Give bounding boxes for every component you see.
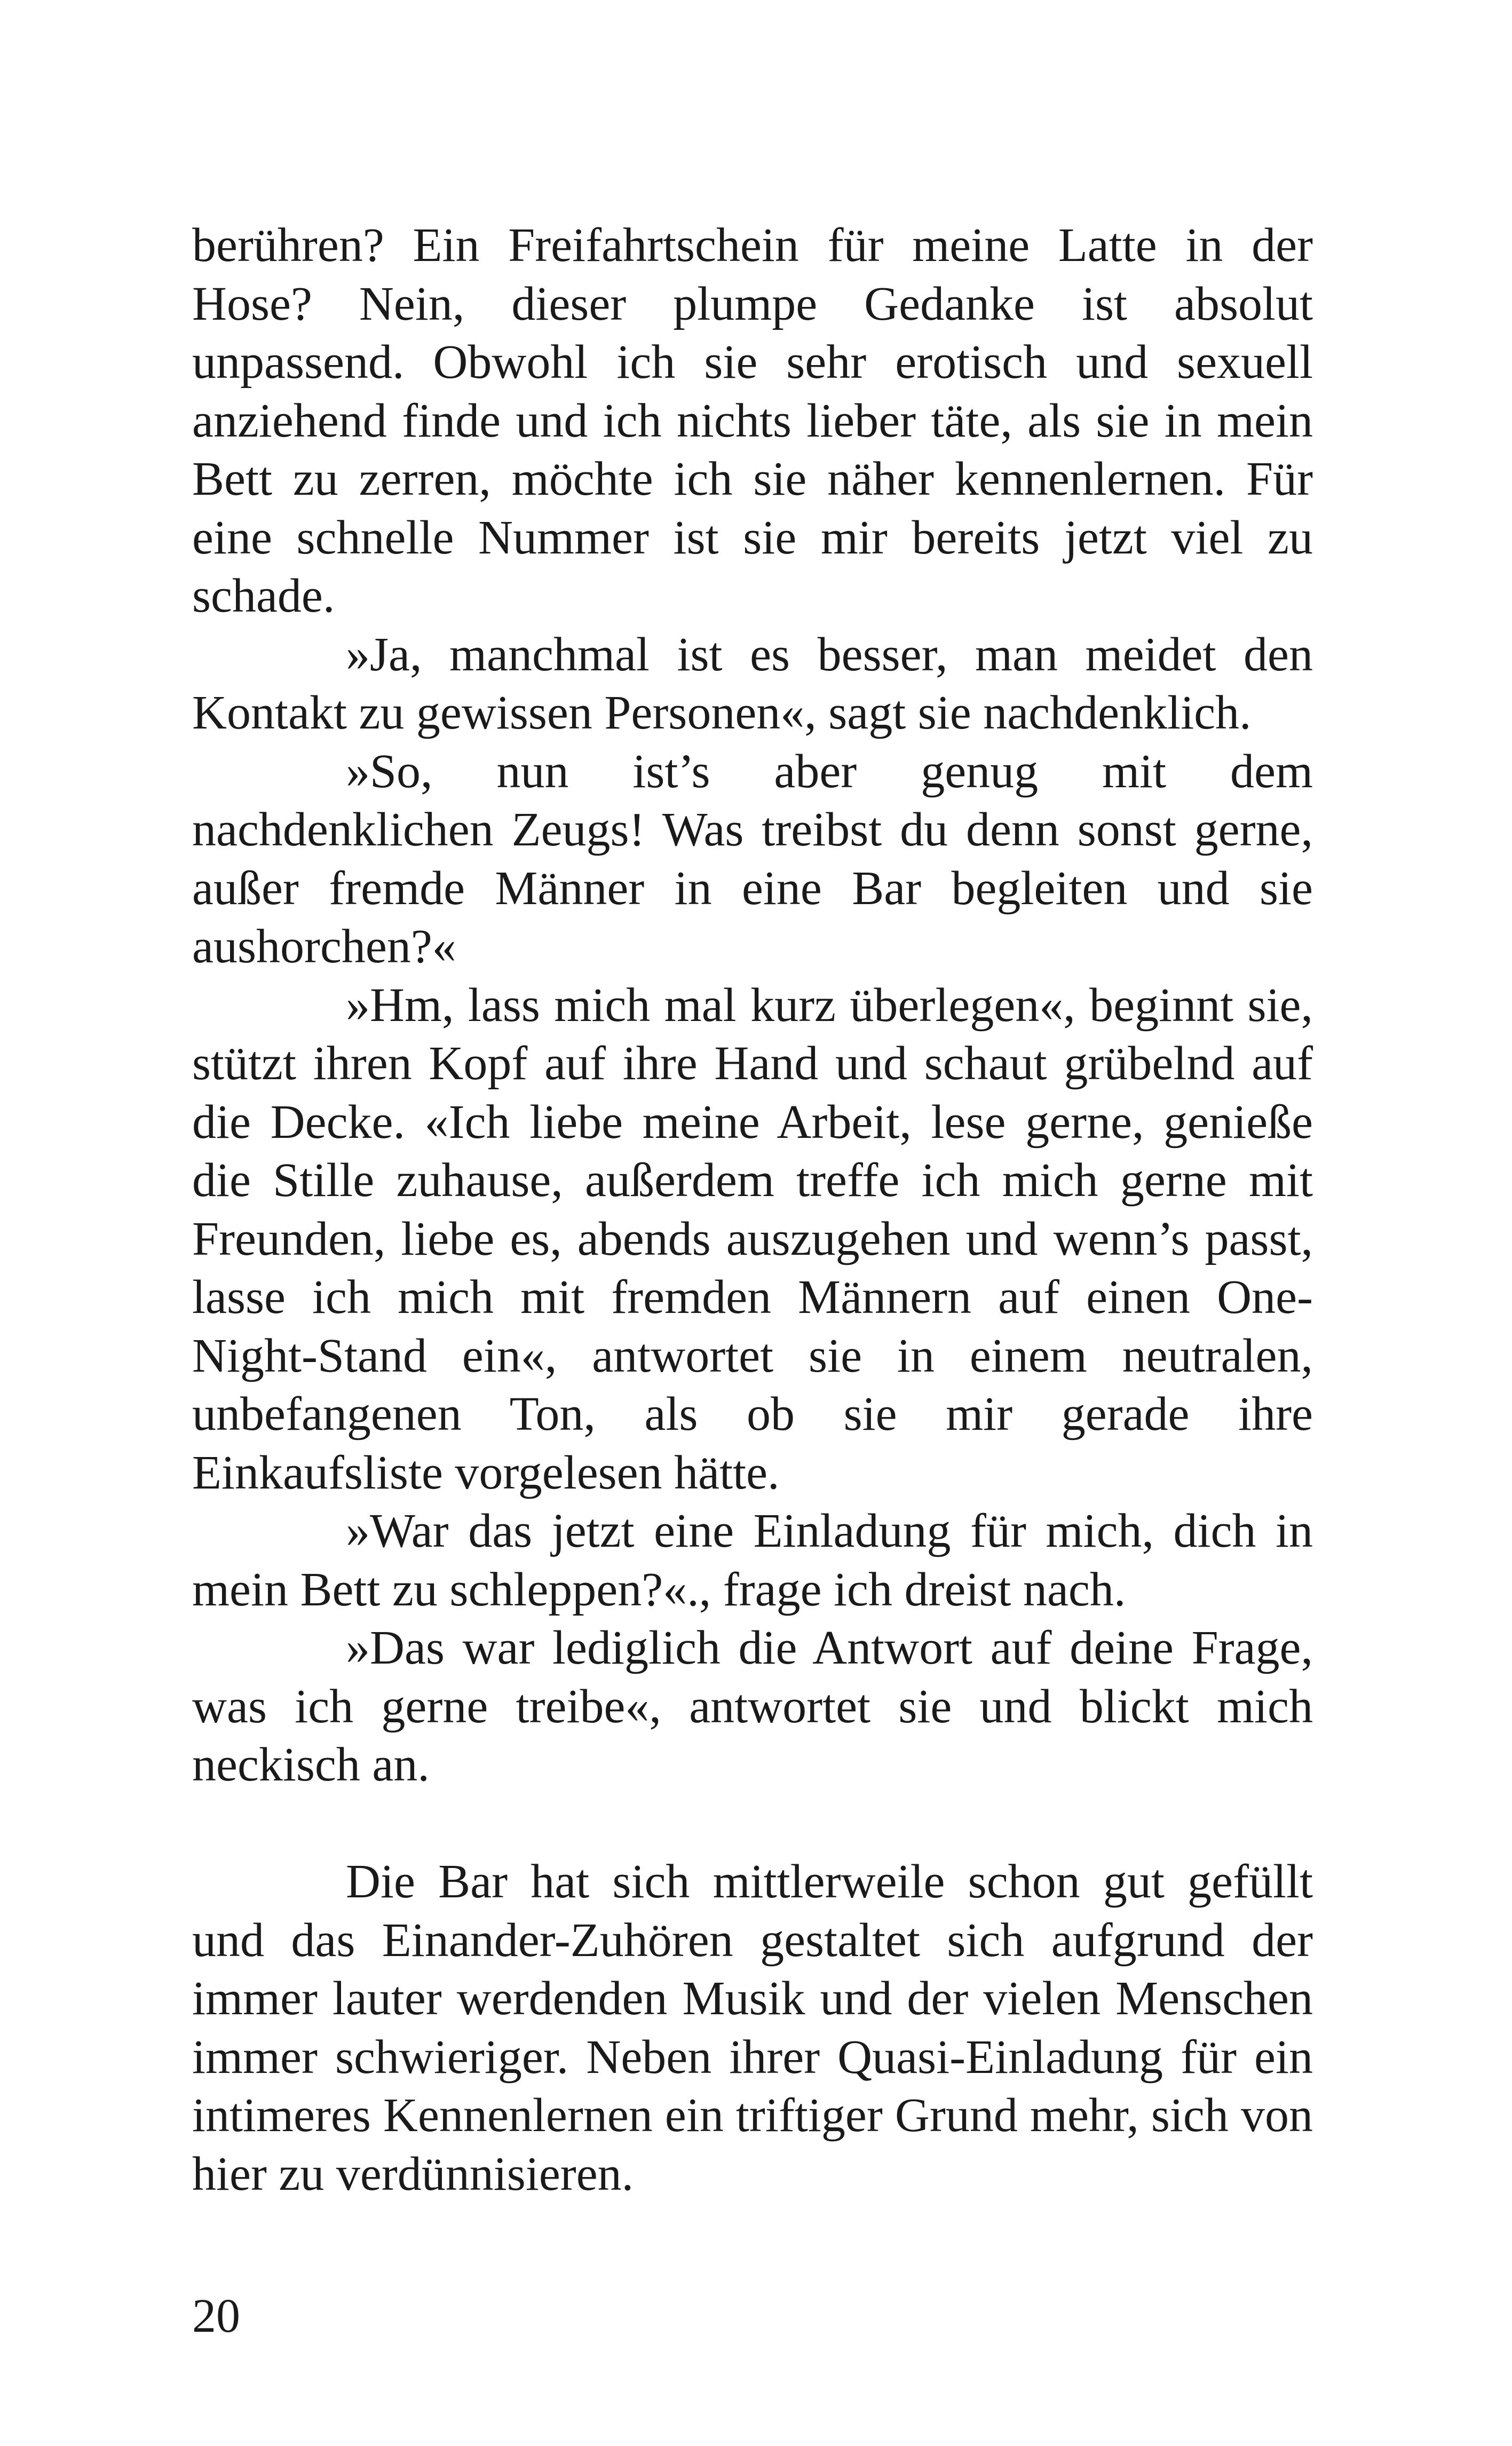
paragraph-narration: Die Bar hat sich mittlerweile schon gut gefüllt und das Einander-Zuhören gestaltet sich aufgrund der immer lauter werdenden Musik und der vielen Menschen immer schwieriger. Neben ihrer Quasi-Einladung für ein intimeres Kennenlernen ein triftiger Grund mehr, sich von hier zu verdünnisieren.: [192, 1855, 1313, 2200]
paragraph-dialogue: »War das jetzt eine Einladung für mich, dich in mein Bett zu schleppen?«., frage ich dreist nach.: [192, 1505, 1313, 1616]
paragraph-dialogue: »Das war lediglich die Antwort auf deine Frage, was ich gerne treibe«, antwortet sie und blickt mich neckisch an.: [192, 1621, 1313, 1791]
section-break: [192, 1794, 1313, 1853]
paragraph-dialogue: »So, nun ist’s aber genug mit dem nachdenklichen Zeugs! Was treibst du denn sonst gerne, außer fremde Männer in eine Bar begleiten und sie aushorchen?«: [192, 745, 1313, 973]
paragraph-dialogue: »Ja, manchmal ist es besser, man meidet den Kontakt zu gewissen Personen«, sagt sie nachdenklich.: [192, 628, 1313, 739]
paragraph-dialogue: »Hm, lass mich mal kurz überlegen«, beginnt sie, stützt ihren Kopf auf ihre Hand und schaut grübelnd auf die Decke. «Ich liebe meine Arbeit, lese gerne, genieße die Stille zuhause, außerdem treffe ich mich gerne mit Freunden, liebe es, abends auszugehen und wenn’s passt, lasse ich mich mit fremden Männern auf einen One-Night-Stand ein«, antwortet sie in einem neutralen, unbefangenen Ton, als ob sie mir gerade ihre Einkaufsliste vorgelesen hätte.: [192, 978, 1313, 1499]
paragraph-continuation: berühren? Ein Freifahrtschein für meine Latte in der Hose? Nein, dieser plumpe Gedanke ist absolut unpassend. Obwohl ich sie sehr erotisch und sexuell anziehend finde und ich nichts lieber täte, als sie in mein Bett zu zerren, möchte ich sie näher kennenlernen. Für eine schnelle Nummer ist sie mir bereits jetzt viel zu schade.: [192, 219, 1313, 622]
body-text: [192, 216, 1313, 2203]
page-number: 20: [192, 2290, 240, 2342]
